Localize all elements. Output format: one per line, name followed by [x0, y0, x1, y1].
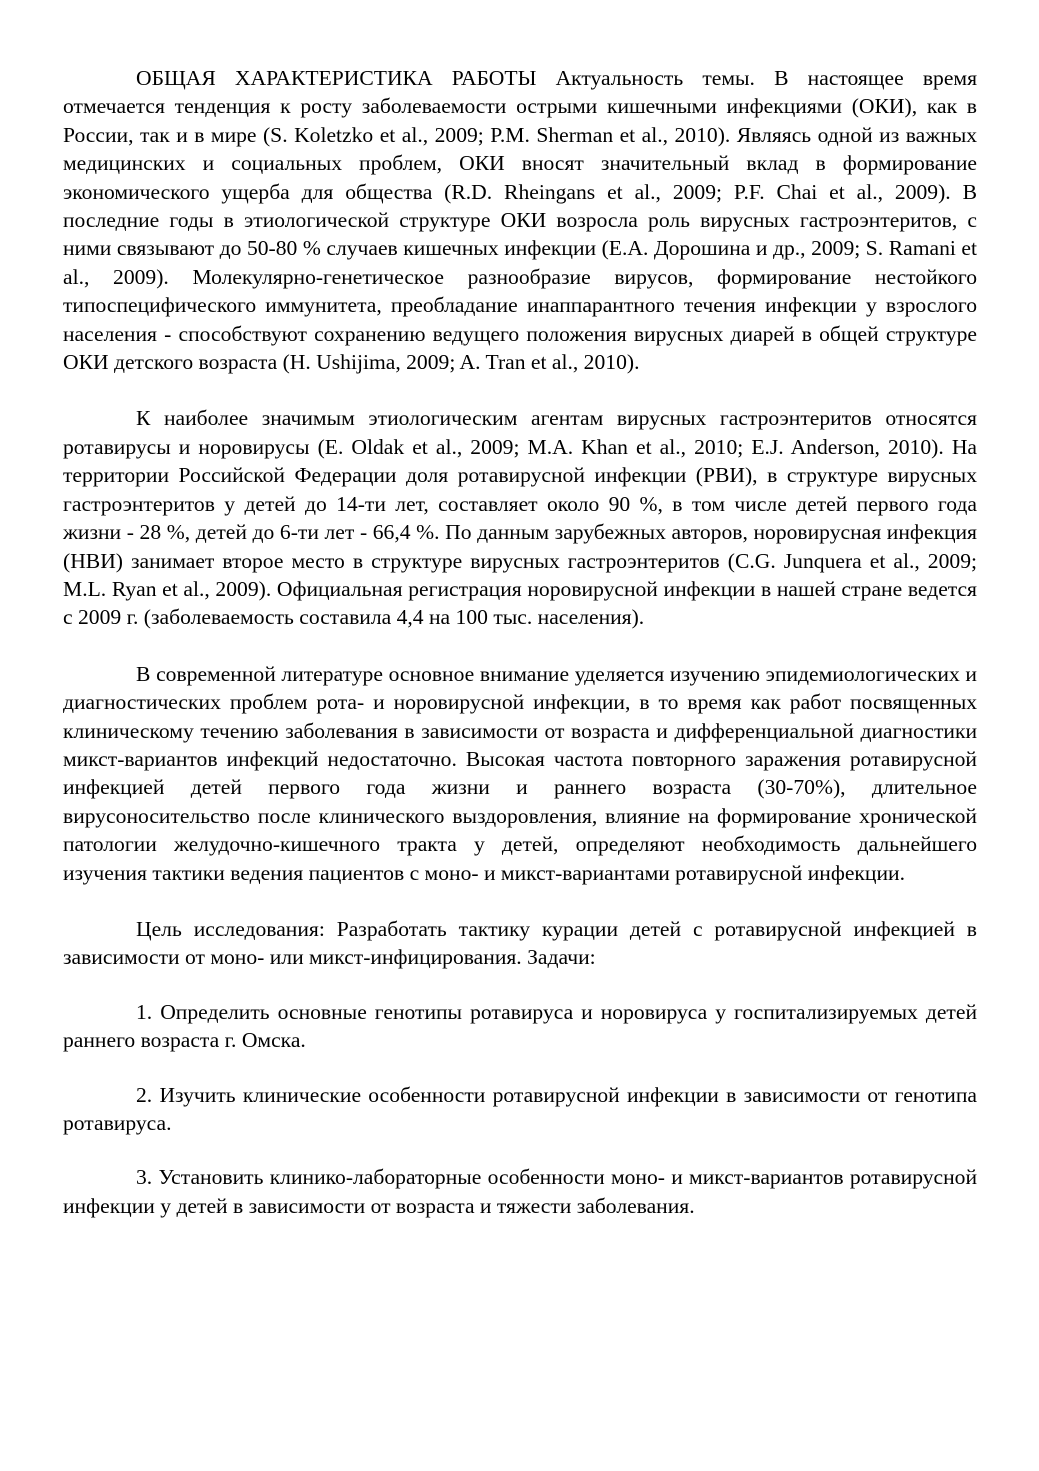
task-item-1: 1. Определить основные генотипы ротавируса и норовируса у госпитализируемых детей раннего возраста г. Омска. [63, 999, 977, 1053]
document-page [63, 64, 977, 1220]
task-item-3: 3. Установить клинико-лабораторные особенности моно- и микст-вариантов ротавирусной инфекции у детей в зависимости от возраста и тяжести заболевания. [63, 1165, 977, 1218]
paragraph-goal: Цель исследования: Разработать тактику курации детей с ротавирусной инфекцией в зависимости от моно- или микст-инфицирования. Задачи: [63, 916, 977, 970]
task-item-2: 2. Изучить клинические особенности ротавирусной инфекции в зависимости от генотипа ротавируса. [63, 1082, 977, 1135]
paragraph-literature: В современной литературе основное внимание уделяется изучению эпидемиологических и диагностических проблем рота- и норовирусной инфекции, в то время как работ посвященных клиническому течению заболевания в зависимости от возраста и дифференциальной диагностики микст-вариантов инфекций недостаточно. Высокая частота повторного заражения ротавирусной инфекцией детей первого года жизни и раннего возраста (30-70%), длительное вирусоносительство после клинического выздоровления, влияние на формирование хронической патологии желудочно-кишечного тракта у детей, определяют необходимость дальнейшего изучения тактики ведения пациентов с моно- и микст-вариантами ротавирусной инфекции. [63, 661, 977, 885]
paragraph-relevance: ОБЩАЯ ХАРАКТЕРИСТИКА РАБОТЫ Актуальность темы. В настоящее время отмечается тенденция к росту заболеваемости острыми кишечными инфекциями (ОКИ), как в России, так и в мире (S. Koletzko et al., 2009; P.M. Sherman et al., 2010). Являясь одной из важных медицинских и социальных проблем, ОКИ вносят значительный вклад в формирование экономического ущерба для общества (R.D. Rheingans et al., 2009; P.F. Chai et al., 2009). В последние годы в этиологической структуре ОКИ возросла роль вирусных гастроэнтеритов, с ними связывают до 50-80 % случаев кишечных инфекции (Е.А. Дорошина и др., 2009; S. Ramani et al., 2009). Молекулярно-генетическое разнообразие вирусов, формирование нестойкого типоспецифического иммунитета, преобладание инаппарантного течения инфекции у взрослого населения - способствуют сохранению ведущего положения вирусных диарей в общей структуре ОКИ детского возраста (H. Ushijima, 2009; A. Tran et al., 2010). [63, 66, 977, 375]
paragraph-etiology: К наиболее значимым этиологическим агентам вирусных гастроэнтеритов относятся ротавирусы и норовирусы (E. Oldak et al., 2009; M.A. Khan et al., 2010; E.J. Anderson, 2010). На территории Российской Федерации доля ротавирусной инфекции (РВИ), в структуре вирусных гастроэнтеритов у детей до 14-ти лет, составляет около 90 %, в том числе детей первого года жизни - 28 %, детей до 6-ти лет - 66,4 %. По данным зарубежных авторов, норовирусная инфекция (НВИ) занимает второе место в структуре вирусных гастроэнтеритов (C.G. Junquera et al., 2009; M.L. Ryan et al., 2009). Официальная регистрация норовирусной инфекции в нашей стране ведется с 2009 г. (заболеваемость составила 4,4 на 100 тыс. населения). [63, 406, 977, 630]
